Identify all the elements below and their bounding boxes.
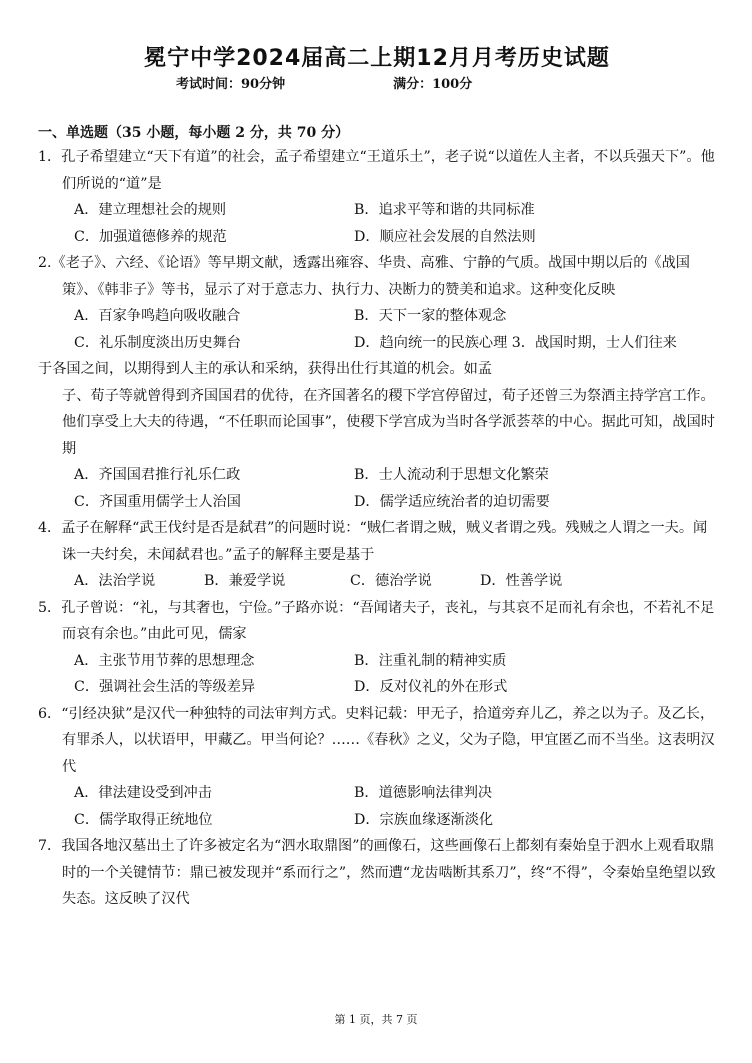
question-5 xyxy=(38,595,716,701)
option-d: D．儒学适应统治者的迫切需要 xyxy=(354,493,550,510)
option-d: D．性善学说 xyxy=(480,573,563,589)
option-d: D．反对仪礼的外在形式 xyxy=(354,679,508,695)
option-c: C．强调社会生活的等级差异 xyxy=(74,679,256,695)
option-b: B．注重礼制的精神实质 xyxy=(354,652,507,669)
exam-title: 冕宁中学2024届高二上期12月月考历史试题 xyxy=(144,46,610,71)
option-a: A．齐国国君推行礼乐仁政 xyxy=(74,467,241,483)
exam-meta xyxy=(38,76,716,94)
option-b: B．兼爱学说 xyxy=(204,573,286,589)
option-a: A．百家争鸣趋向吸收融合 xyxy=(74,308,241,324)
exam-time: 考试时间：90分钟 xyxy=(176,77,286,92)
option-b: B．道德影响法律判决 xyxy=(354,785,493,801)
question-stem-line: 于各国之间，以期得到人主的承认和采纳，获得出仕行其道的机会。如孟 xyxy=(38,361,493,377)
question-stem: 子、荀子等就曾得到齐国国君的优待，在齐国著名的稷下学宫停留过，荀子还曾三为祭酒主持学宫工作。他们享受上大夫的待遇，“不任职而论国事”，使稷下学宫成为当时各学派荟萃的中心。据此可知，战国时期 xyxy=(62,387,715,457)
question-3 xyxy=(38,356,716,515)
option-a: A．建立理想社会的规则 xyxy=(74,202,227,218)
options xyxy=(38,462,716,515)
option-c: C．礼乐制度淡出历史舞台 xyxy=(74,334,241,351)
option-d: D．趋向统一的民族心理 3．战国时期，士人们往来 xyxy=(354,334,677,351)
question-1 xyxy=(38,144,716,250)
options xyxy=(38,568,716,595)
option-c: C．德治学说 xyxy=(350,573,432,589)
question-stem: 2.《老子》、六经、《论语》等早期文献，透露出雍容、华贵、高雅、宁静的气质。战国中期以后的《战国策》、《韩非子》等书，显示了对于意志力、执行力、决断力的赞美和追求。这种变化反映 xyxy=(38,255,690,298)
question-7 xyxy=(38,833,716,913)
option-c: C．齐国重用儒学士人治国 xyxy=(74,493,241,510)
option-a: A．律法建设受到冲击 xyxy=(74,785,212,801)
options xyxy=(38,197,716,250)
option-b: B．天下一家的整体观念 xyxy=(354,308,507,324)
option-d: D．宗族血缘逐渐淡化 xyxy=(354,811,494,828)
question-stem: 7．我国各地汉墓出土了许多被定名为“泗水取鼎图”的画像石，这些画像石上都刻有秦始皇于泗水上观看取鼎时的一个关键情节：鼎已被发现并“系而行之”，然而遭“龙齿啮断其系刀”，终“不得”，令秦始皇绝望以致失态。这反映了汉代 xyxy=(38,838,716,907)
option-b: B．追求平等和谐的共同标准 xyxy=(354,202,535,218)
question-stem: 1．孔子希望建立“天下有道”的社会，孟子希望建立“王道乐土”，老子说“以道佐人主者，不以兵强天下”。他们所说的“道”是 xyxy=(38,149,715,192)
options xyxy=(38,303,716,356)
question-stem: 5．孔子曾说：“礼，与其奢也，宁俭。”子路亦说：“吾闻诸夫子，丧礼，与其哀不足而礼有余也，不若礼不足而哀有余也。”由此可见，儒家 xyxy=(38,599,715,642)
option-b: B．士人流动利于思想文化繁荣 xyxy=(354,467,549,483)
page-footer: 第 1 页，共 7 页 xyxy=(334,1013,418,1026)
options xyxy=(38,780,716,833)
option-a: A．主张节用节葬的思想理念 xyxy=(74,652,255,669)
options xyxy=(38,648,716,701)
exam-score: 满分：100分 xyxy=(393,77,473,92)
question-4 xyxy=(38,515,716,595)
option-d: D．顺应社会发展的自然法则 xyxy=(354,228,536,245)
option-c: C．儒学取得正统地位 xyxy=(74,811,213,828)
option-c: C．加强道德修养的规范 xyxy=(74,228,227,245)
question-2 xyxy=(38,250,716,356)
question-stem: 4．孟子在解释“武王伐纣是否是弑君”的问题时说：“贼仁者谓之贼，贼义者谓之残。残贼之人谓之一夫。闻诛一夫纣矣，未闻弑君也。”孟子的解释主要是基于 xyxy=(38,520,708,563)
question-stem: 6．“引经决狱”是汉代一种独特的司法审判方式。史料记载：甲无子，拾道旁弃儿乙，养之以为子。及乙长，有罪杀人，以状语甲，甲藏乙。甲当何论？……《春秋》之义，父为子隐，甲宜匿乙而不当坐。这表明汉代 xyxy=(38,705,715,775)
question-6 xyxy=(38,701,716,834)
option-a: A．法治学说 xyxy=(74,573,156,589)
section-heading: 一、单选题（35 小题，每小题 2 分，共 70 分） xyxy=(38,125,350,141)
